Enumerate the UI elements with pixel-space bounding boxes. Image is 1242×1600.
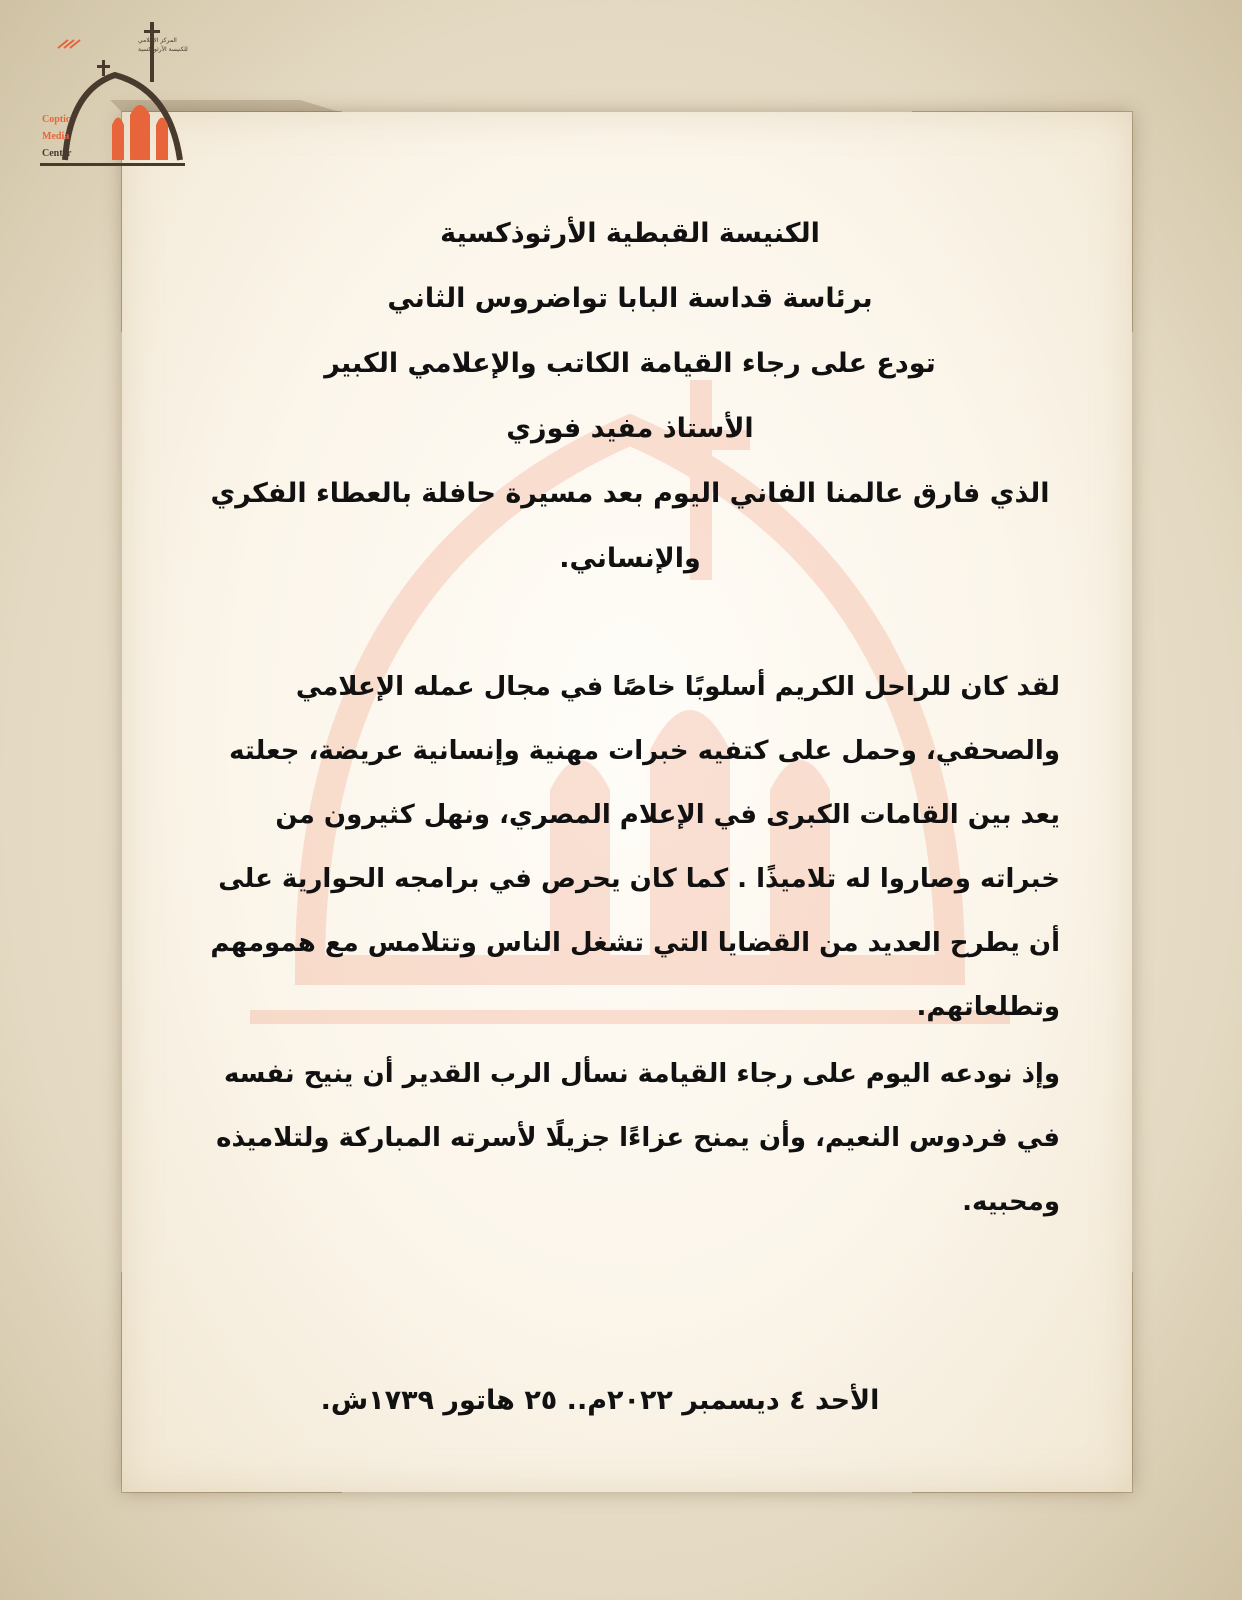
logo-word-2: Media <box>42 131 70 142</box>
prayer-paragraph: وإذ نودعه اليوم على رجاء القيامة نسأل الرب القدير أن ينيح نفسه في فردوس النعيم، وأن يمنح عزاءًا جزيلًا لأسرته المباركة ولتلاميذه ومحبيه. <box>216 1059 1060 1217</box>
logo-arabic-line-1: المركز الإعلامي <box>138 37 177 44</box>
logo-word-1: Coptic <box>42 114 71 125</box>
logo-arabic-line-2: للكنيسة الأرثوذكسية <box>138 46 188 53</box>
tribute-paragraph: لقد كان للراحل الكريم أسلوبًا خاصًا في مجال عمله الإعلامي والصحفي، وحمل على كتفيه خبرات مهنية وإنسانية عريضة، جعلته يعد بين القامات الكبرى في الإعلام المصري، ونهل كثيرون من خبراته وصاروا له تلاميذًا . كما كان يحرص في برامجه الحوارية على أن يطرح العديد من القضايا التي تشغل الناس وتتلامس مع همومهم وتطلعاتهم. <box>210 672 1060 1022</box>
heading-line-humanitarian: والإنساني. <box>559 543 701 574</box>
heading-line-departed: الذي فارق عالمنا الفاني اليوم بعد مسيرة حافلة بالعطاء الفكري <box>210 478 1050 509</box>
heading-line-pope: برئاسة قداسة البابا تواضروس الثاني <box>387 283 873 314</box>
heading-line-farewell: تودع على رجاء القيامة الكاتب والإعلامي الكبير <box>324 348 936 379</box>
heading-line-church: الكنيسة القبطية الأرثوذكسية <box>440 218 820 249</box>
announcement-heading <box>200 210 1060 600</box>
date-line: الأحد ٤ ديسمبر ٢٠٢٢م.. ٢٥ هاتور ١٧٣٩ش. <box>320 1385 880 1416</box>
logo-word-3: Center <box>42 148 72 159</box>
coptic-media-center-logo <box>40 20 190 170</box>
heading-line-name: الأستاذ مفيد فوزي <box>506 413 754 444</box>
